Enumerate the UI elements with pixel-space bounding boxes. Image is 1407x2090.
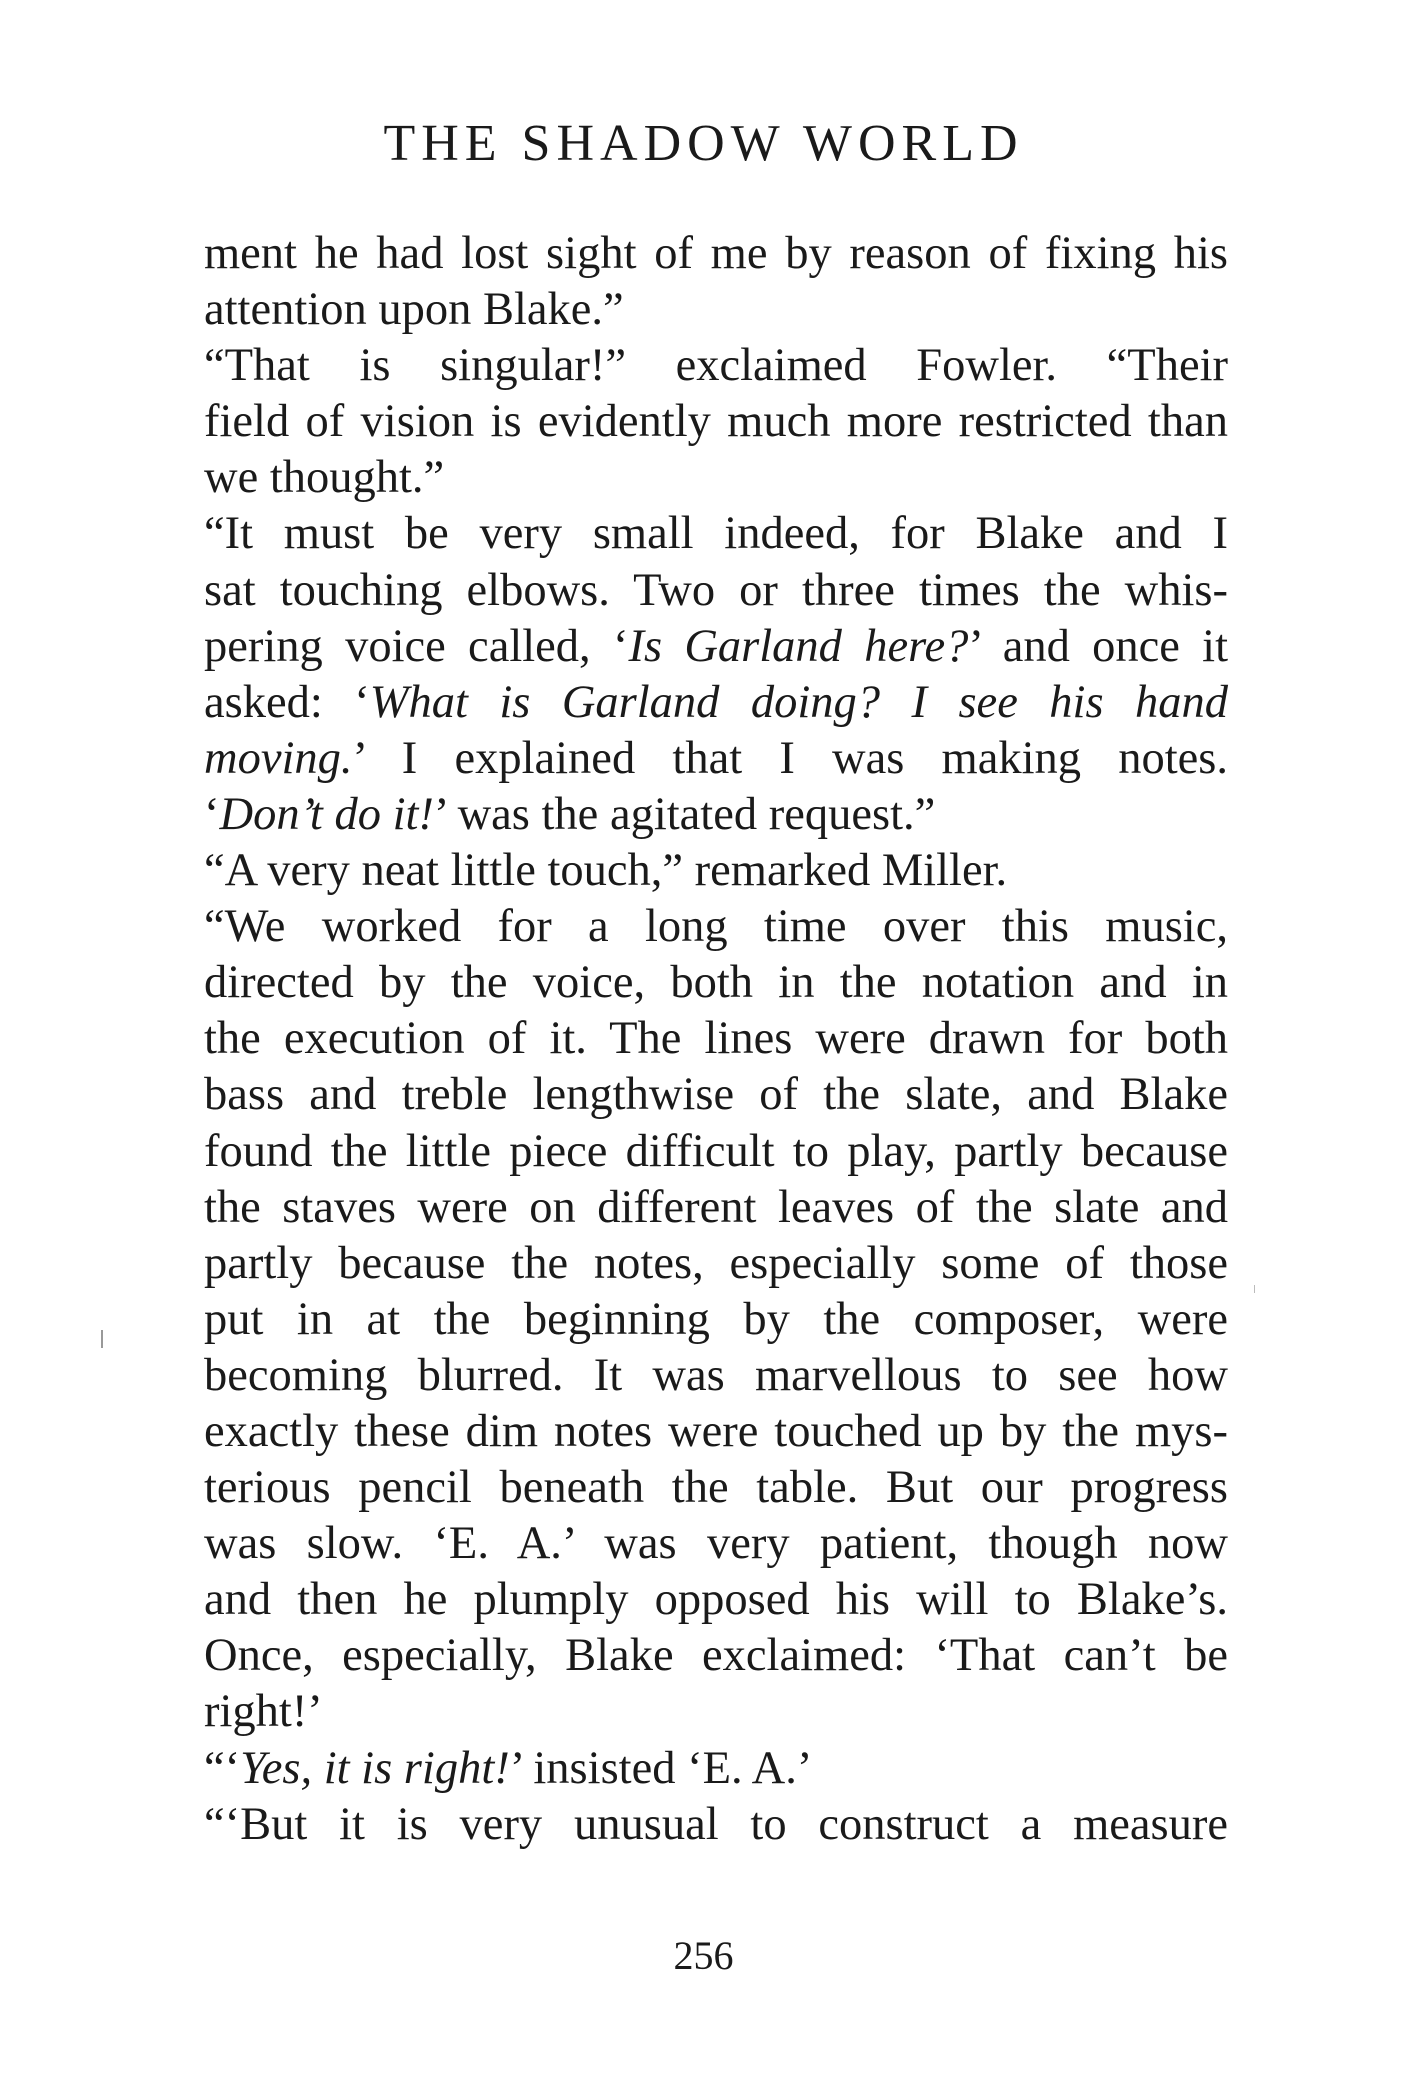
text-run: “We worked for a long time over this music,	[204, 901, 1228, 953]
text-line	[204, 619, 1228, 675]
text-line	[204, 1628, 1228, 1684]
text-run: exactly these dim notes were touched up by the mys-	[204, 1405, 1228, 1457]
text-run: attention upon Blake.”	[204, 284, 624, 336]
text-run: ’ was the agitated request.”	[433, 788, 936, 840]
text-line	[204, 338, 1228, 394]
text-line	[204, 1292, 1228, 1348]
text-line	[204, 1236, 1228, 1292]
text-run: ‘	[204, 788, 220, 840]
italic-text-run: Is Garland here?	[628, 620, 969, 672]
text-run: directed by the voice, both in the notation and in	[204, 957, 1228, 1009]
text-run: bass and treble lengthwise of the slate, and Blake	[204, 1069, 1228, 1121]
margin-mark	[1254, 1285, 1255, 1293]
text-line	[204, 731, 1228, 787]
text-line	[204, 675, 1228, 731]
text-line	[204, 1516, 1228, 1572]
italic-text-run: What is Garland doing? I see his hand	[369, 676, 1229, 728]
text-run: ’ and once it	[968, 620, 1229, 672]
text-line	[204, 506, 1228, 562]
text-run: “That is singular!” exclaimed Fowler. “Their	[204, 340, 1228, 392]
text-run: was slow. ‘E. A.’ was very patient, though now	[204, 1518, 1228, 1570]
text-line	[204, 563, 1228, 619]
text-run: partly because the notes, especially some of those	[204, 1237, 1228, 1289]
text-run: “‘	[204, 1742, 241, 1794]
text-run: sat touching elbows. Two or three times the whis-	[204, 564, 1228, 616]
text-run: “A very neat little touch,” remarked Miller.	[204, 845, 1008, 897]
text-run: put in at the beginning by the composer, were	[204, 1293, 1228, 1345]
text-line	[204, 226, 1228, 282]
italic-text-run: Don’t do it!	[219, 788, 434, 840]
text-run: terious pencil beneath the table. But our progress	[204, 1462, 1228, 1514]
text-run: Once, especially, Blake exclaimed: ‘That can’t be	[204, 1630, 1228, 1682]
text-line	[204, 1348, 1228, 1404]
text-run: “‘But it is very unusual to construct a measure	[204, 1798, 1228, 1850]
text-line	[204, 450, 1228, 506]
text-line	[204, 282, 1228, 338]
text-run: “It must be very small indeed, for Blake and I	[204, 508, 1228, 560]
margin-mark	[101, 1330, 103, 1348]
italic-text-run: Yes, it is right!	[240, 1742, 510, 1794]
text-line	[204, 1404, 1228, 1460]
text-run: ment he had lost sight of me by reason of fixing his	[204, 228, 1228, 279]
text-run: we thought.”	[204, 452, 445, 504]
text-line	[204, 1797, 1228, 1853]
text-line	[204, 1460, 1228, 1516]
text-run: asked: ‘	[204, 676, 370, 728]
text-line	[204, 1741, 1228, 1797]
text-line	[204, 955, 1228, 1011]
body-text	[204, 226, 1228, 1853]
text-line	[204, 899, 1228, 955]
text-run: field of vision is evidently much more restricted than	[204, 396, 1228, 448]
text-run: ’ I explained that I was making notes.	[352, 732, 1228, 784]
text-line	[204, 1067, 1228, 1123]
text-run: pering voice called, ‘	[204, 620, 629, 672]
text-run: the execution of it. The lines were drawn for both	[204, 1013, 1228, 1065]
text-line	[204, 1684, 1228, 1740]
italic-text-run: moving.	[204, 732, 353, 784]
text-line	[204, 1572, 1228, 1628]
text-run: ’ insisted ‘E. A.’	[509, 1742, 813, 1794]
text-line	[204, 787, 1228, 843]
text-run: the staves were on different leaves of the slate and	[204, 1181, 1228, 1233]
text-run: found the little piece difficult to play, partly because	[204, 1125, 1228, 1177]
text-run: becoming blurred. It was marvellous to see how	[204, 1349, 1228, 1401]
text-line	[204, 843, 1228, 899]
text-line	[204, 394, 1228, 450]
text-run: and then he plumply opposed his will to Blake’s.	[204, 1574, 1228, 1626]
page-number: 256	[673, 1933, 734, 1978]
text-run: right!’	[204, 1686, 323, 1738]
text-line	[204, 1011, 1228, 1067]
text-line	[204, 1124, 1228, 1180]
running-title: THE SHADOW WORLD	[383, 115, 1024, 172]
text-line	[204, 1180, 1228, 1236]
